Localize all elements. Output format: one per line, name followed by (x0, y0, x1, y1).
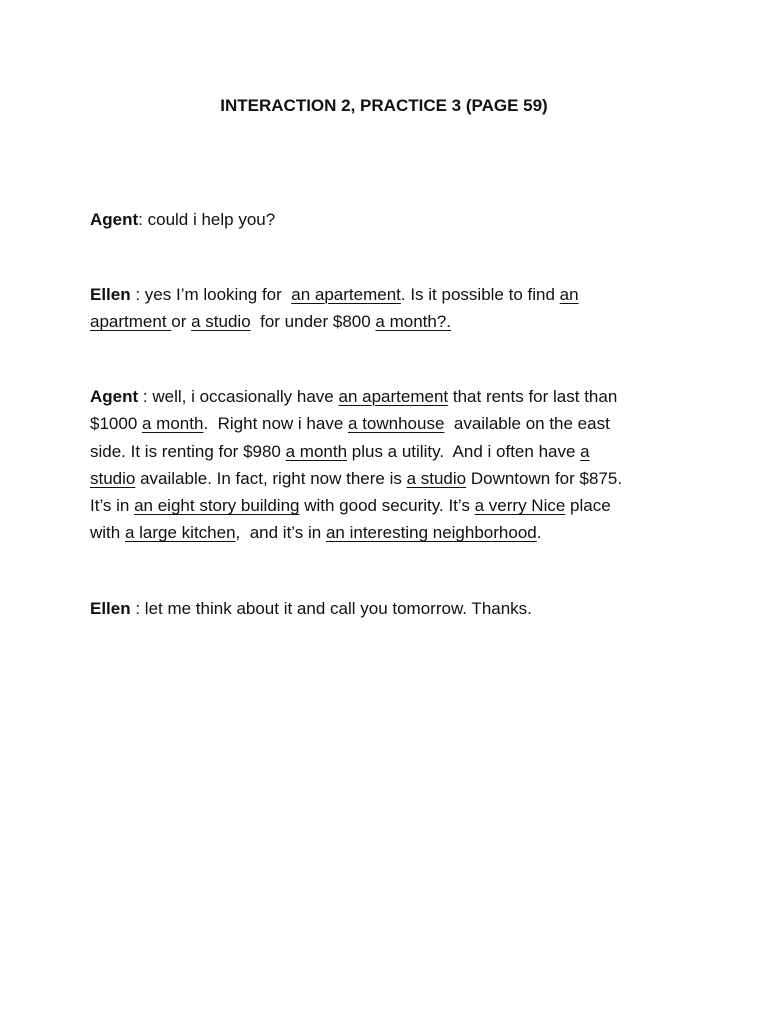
underlined-phrase: a month (285, 441, 348, 461)
underlined-phrase: a verry Nice (474, 496, 566, 516)
dialogue-turn-ellen-2 (90, 595, 690, 622)
speaker-name: Ellen (90, 285, 131, 304)
dialogue-line (90, 492, 690, 519)
dialogue-line (90, 308, 690, 335)
text-segment: for under $800 (250, 312, 376, 332)
dialogue-line (90, 281, 690, 308)
dialogue-turn-agent-2 (90, 383, 690, 547)
text-segment: with good security. It’s (299, 496, 475, 516)
speaker-name: Agent (90, 387, 139, 406)
text-segment: available on the east (444, 414, 610, 434)
underlined-phrase: a townhouse (348, 414, 445, 434)
text-segment: . Is it possible to find (400, 285, 560, 304)
text-segment: or (171, 312, 192, 332)
dialogue-line (90, 410, 690, 437)
underlined-phrase: a studio (191, 312, 251, 332)
text-segment: : could i help you? (138, 210, 276, 229)
dialogue-line (90, 438, 690, 465)
text-segment: side. It is renting for $980 (90, 441, 286, 461)
underlined-phrase: a studio (406, 468, 467, 488)
text-segment: . Right now i have (203, 414, 349, 434)
dialogue-line (90, 383, 690, 410)
dialogue-line (90, 206, 690, 233)
underlined-phrase: a month (142, 414, 204, 434)
underlined-phrase: a month?. (375, 312, 452, 332)
dialogue-line (90, 595, 690, 622)
dialogue-turn-agent-1 (90, 206, 690, 233)
text-segment: Downtown for $875. (466, 468, 623, 488)
text-segment: : let me think about it and call you tomorrow. Thanks. (130, 599, 532, 618)
underlined-phrase: an eight story building (134, 496, 300, 516)
text-segment: It’s in (90, 496, 135, 516)
text-segment: : yes I’m looking for (130, 285, 292, 304)
dialogue-line (90, 519, 690, 546)
text-segment: with (90, 523, 125, 543)
underlined-phrase: an interesting neighborhood (325, 523, 537, 543)
text-segment: $1000 (90, 414, 142, 434)
text-segment: . (536, 523, 542, 543)
underlined-phrase: an (559, 285, 579, 304)
underlined-phrase: apartment (90, 312, 172, 332)
text-segment: that rents for last than (448, 387, 618, 406)
text-segment: place (565, 496, 611, 516)
speaker-name: Agent (90, 210, 139, 229)
text-segment: plus a utility. And i often have (347, 441, 581, 461)
speaker-name: Ellen (90, 599, 131, 618)
text-segment: : well, i occasionally have (138, 387, 339, 406)
text-segment: available. In fact, right now there is (135, 468, 407, 488)
underlined-phrase: a large kitchen (124, 523, 236, 543)
underlined-phrase: an apartement (338, 387, 449, 406)
dialogue-line (90, 465, 690, 492)
dialogue-turn-ellen-1 (90, 281, 690, 336)
underlined-phrase: an apartement (291, 285, 401, 304)
text-segment: , and it’s in (235, 523, 326, 543)
underlined-phrase: studio (90, 468, 136, 488)
underlined-phrase: a (580, 441, 590, 461)
page-title: INTERACTION 2, PRACTICE 3 (PAGE 59) (220, 96, 548, 115)
